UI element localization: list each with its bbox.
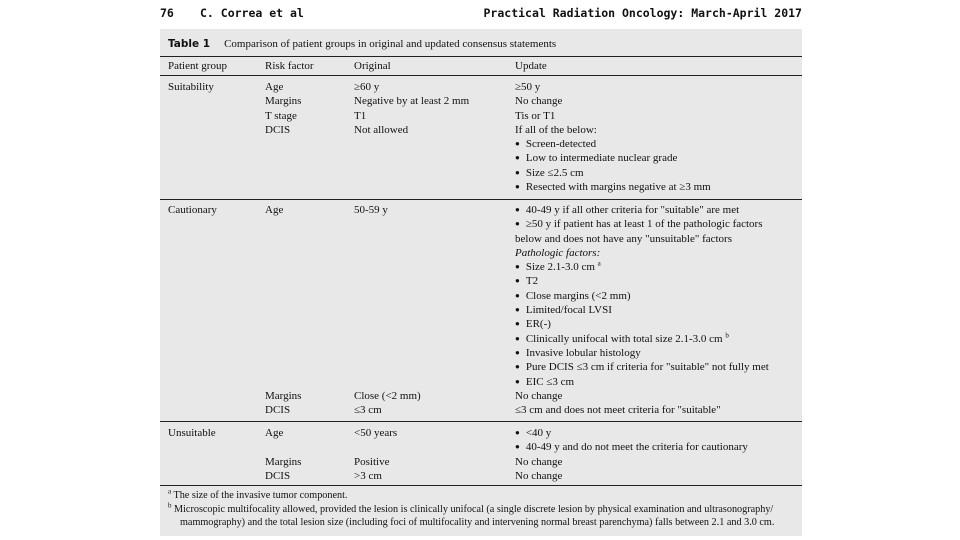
authors: C. Correa et al <box>200 6 304 20</box>
row-suitability-factors <box>265 80 301 137</box>
bullet-item: ● Low to intermediate nuclear grade <box>515 151 711 165</box>
bullet-item: ● ≥50 y if patient has at least 1 of the pathologic factors <box>515 217 769 231</box>
update-value: No change <box>515 469 563 482</box>
bullet-item: ● Close margins (<2 mm) <box>515 289 769 303</box>
risk-factor: Margins <box>265 455 302 468</box>
bullet-item: ● Size 2.1-3.0 cm $^a$ <box>515 260 769 274</box>
risk-factor: DCIS <box>265 404 291 417</box>
original-value: 50-59 y <box>354 204 388 216</box>
original-value: ≥60 y <box>354 81 380 93</box>
footnote-a: $^a$ The size of the invasive tumor component. <box>168 487 348 501</box>
header-rule <box>160 75 802 76</box>
page-number: 76 <box>160 6 174 20</box>
col-header-update: Update <box>515 60 547 72</box>
row-unsuitable-group <box>168 426 216 440</box>
bullet-item: ● Pure DCIS ≤3 cm if criteria for "suitable" not fully met <box>515 360 769 374</box>
row-cautionary-factor-age <box>265 203 283 217</box>
bottom-rule <box>160 485 802 486</box>
bullet-item: ● <40 y <box>515 426 748 440</box>
row-cautionary-group <box>168 203 217 217</box>
bullet-item: ● Resected with margins negative at ≥3 mm <box>515 180 711 194</box>
row-cautionary-original-age <box>354 203 388 217</box>
table-caption <box>168 37 556 51</box>
original-value: Positive <box>354 455 390 468</box>
footnote-mark: a <box>597 259 601 268</box>
risk-factor: DCIS <box>265 123 291 136</box>
update-value: No change <box>515 95 563 108</box>
group-label: Suitability <box>168 81 214 93</box>
update-value: ≤3 cm and does not meet criteria for "suitable" <box>515 404 721 417</box>
original-value: Close (<2 mm) <box>354 390 421 402</box>
journal-title: Practical Radiation Oncology: March-April 2017 <box>483 6 802 20</box>
bullet-item: ● ER(-) <box>515 317 769 331</box>
row-unsuitable-update <box>515 426 748 483</box>
update-value: If all of the below: <box>515 123 597 136</box>
footnote-b: $^b$ Microscopic multifocality allowed, provided the lesion is clinically unifocal (a single discrete lesion by physical examination and ultrasonography/ <box>168 501 774 515</box>
continuation-line: below and does not have any "unsuitable" factors <box>515 232 733 245</box>
row-cautionary-original-2 <box>354 389 421 418</box>
risk-factor: DCIS <box>265 469 291 482</box>
col-header-risk-factor: Risk factor <box>265 60 314 72</box>
row-suitability-group <box>168 80 214 94</box>
col-header-original: Original <box>354 60 391 72</box>
spacer <box>354 440 397 454</box>
original-value: Negative by at least 2 mm <box>354 95 470 108</box>
bullet-item: ● 40-49 y if all other criteria for "suitable" are met <box>515 203 769 217</box>
bullet-item: ● Size ≤2.5 cm <box>515 166 711 180</box>
row-cautionary-factors-2 <box>265 389 301 418</box>
bullet-item: ● Limited/focal LVSI <box>515 303 769 317</box>
table-footnotes <box>168 489 798 530</box>
risk-factor: Age <box>265 427 284 439</box>
risk-factor: T stage <box>265 109 297 122</box>
group-label: Unsuitable <box>168 427 216 439</box>
bullet-item: ● 40-49 y and do not meet the criteria for cautionary <box>515 440 748 454</box>
original-value: <50 years <box>354 427 398 439</box>
risk-factor: Margins <box>265 390 302 402</box>
update-value: No change <box>515 389 563 402</box>
risk-factor: Age <box>265 81 284 93</box>
footnote-mark: b <box>725 331 729 340</box>
row-unsuitable-factors <box>265 426 301 483</box>
row-suitability-update <box>515 80 711 194</box>
original-value: T1 <box>354 109 367 122</box>
original-value: >3 cm <box>354 469 382 482</box>
row-cautionary-update-age <box>515 203 769 417</box>
update-value: ≥50 y <box>515 81 541 93</box>
bullet-item: ● EIC ≤3 cm <box>515 375 769 389</box>
original-value: ≤3 cm <box>354 404 382 417</box>
bullet-item: ● Invasive lobular histology <box>515 346 769 360</box>
row-suitability-original <box>354 80 469 137</box>
update-value: Tis or T1 <box>515 109 556 122</box>
running-head <box>160 6 802 24</box>
section-rule <box>160 199 802 200</box>
bullet-item: ● Screen-detected <box>515 137 711 151</box>
footnote-b-continued: mammography) and the total lesion size (including foci of multifocality and intervening normal breast parenchyma) falls between 2.1 and 3.0 cm. <box>180 517 775 528</box>
section-rule <box>160 421 802 422</box>
group-label: Cautionary <box>168 204 217 216</box>
original-value: Not allowed <box>354 123 409 136</box>
bullet-item: ● T2 <box>515 274 769 288</box>
col-header-patient-group: Patient group <box>168 60 227 72</box>
pathologic-factors-heading: Pathologic factors: <box>515 246 601 259</box>
risk-factor: Age <box>265 204 284 216</box>
spacer <box>265 440 301 454</box>
top-rule <box>160 56 802 57</box>
table-label: Table 1 <box>168 38 211 50</box>
bullet-item: ● Clinically unifocal with total size 2.1-3.0 cm $^b$ <box>515 332 769 346</box>
table-1 <box>160 29 802 536</box>
risk-factor: Margins <box>265 95 302 108</box>
table-header-row <box>160 58 802 74</box>
row-unsuitable-original <box>354 426 397 483</box>
update-value: No change <box>515 455 563 468</box>
table-title: Comparison of patient groups in original and updated consensus statements <box>224 38 557 50</box>
